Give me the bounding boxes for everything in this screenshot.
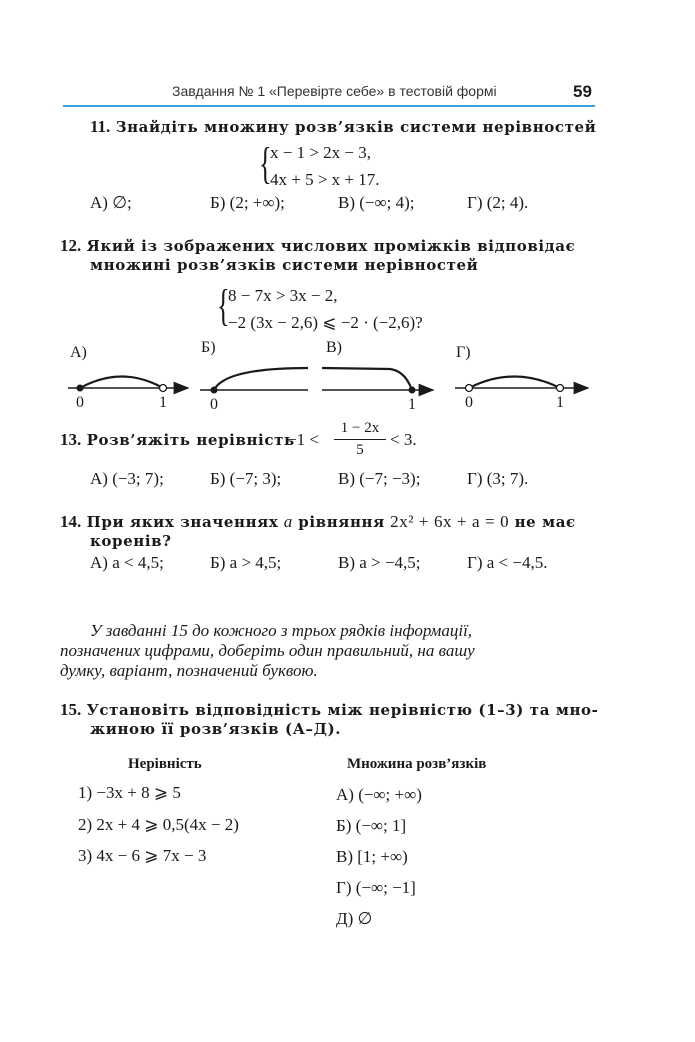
option-g: Г) a < −4,5. xyxy=(467,553,548,572)
system-brace: { xyxy=(259,139,272,188)
tick-a-1: 1 xyxy=(159,394,167,411)
number-line-diagrams xyxy=(0,335,695,415)
system-brace: { xyxy=(217,281,230,330)
interval-ray-b xyxy=(214,368,308,390)
option-g: Г) (2; 4). xyxy=(467,193,529,212)
inequality-3: 3) 4x − 6 ⩾ 7x − 3 xyxy=(78,846,207,865)
tick-b-0: 0 xyxy=(210,396,218,413)
question-14-line2 xyxy=(90,532,172,550)
open-point-g0 xyxy=(466,385,473,392)
numerator: 1 − 2x xyxy=(340,420,380,436)
question-number: 13. xyxy=(60,430,82,449)
set-d: Д) ∅ xyxy=(336,909,373,928)
question-text-1: Який із зображених числових проміжків відповідає xyxy=(86,237,576,255)
fraction-bar xyxy=(334,439,386,440)
question-text: Розв’яжіть нерівність xyxy=(86,431,295,449)
question-11 xyxy=(90,117,596,137)
option-b: Б) (2; +∞); xyxy=(210,193,285,212)
question-text-2: жиною її розв’язків (А–Д). xyxy=(90,720,342,738)
question-14 xyxy=(60,512,576,532)
page-number: 59 xyxy=(573,82,592,101)
question-text-1: Установіть відповідність між нерівністю (1–3) та мно- xyxy=(86,701,599,719)
question-text: Знайдіть множину розв’язків системи нерівностей xyxy=(115,118,597,136)
option-v: В) (−7; −3); xyxy=(338,469,421,488)
question-text-a: При яких значеннях xyxy=(86,513,279,531)
open-point-a1 xyxy=(160,385,167,392)
system-line-1: x − 1 > 2x − 3, xyxy=(270,143,372,162)
interval-ray-v xyxy=(322,368,412,390)
running-header: Завдання № 1 «Перевірте себе» в тестовій формі xyxy=(172,83,497,99)
question-15-line2 xyxy=(90,720,341,738)
option-g: Г) (3; 7). xyxy=(467,469,529,488)
tick-a-0: 0 xyxy=(76,394,84,411)
instruction-line-2: позначених цифрами, доберіть один правильний, на вашу xyxy=(60,641,475,660)
question-12-line2 xyxy=(90,256,478,274)
instruction-line-3: думку, варіант, позначений буквою. xyxy=(60,661,318,680)
fraction xyxy=(334,420,386,459)
option-b: Б) (−7; 3); xyxy=(210,469,282,488)
question-number: 15. xyxy=(60,700,82,719)
tick-g-0: 0 xyxy=(465,394,473,411)
system-line-2: 4x + 5 > x + 17. xyxy=(270,170,380,189)
question-text-2: множині розв’язків системи нерівностей xyxy=(90,256,479,274)
column-header-solutions: Множина розв’язків xyxy=(347,756,487,772)
diagram-label-g: Г) xyxy=(456,344,471,361)
question-15 xyxy=(60,700,598,720)
set-g: Г) (−∞; −1] xyxy=(336,878,416,897)
closed-point-a0 xyxy=(77,385,84,392)
question-13 xyxy=(60,430,295,450)
header-rule xyxy=(63,105,595,107)
inequality-left: −1 < xyxy=(287,430,319,449)
closed-point-v1 xyxy=(409,387,416,394)
question-number: 14. xyxy=(60,512,82,531)
tick-g-1: 1 xyxy=(556,394,564,411)
option-v: В) (−∞; 4); xyxy=(338,193,415,212)
open-point-g1 xyxy=(557,385,564,392)
option-b: Б) a > 4,5; xyxy=(210,553,282,572)
inequality-right: < 3. xyxy=(390,430,417,449)
denominator: 5 xyxy=(356,442,364,458)
set-v: В) [1; +∞) xyxy=(336,847,408,866)
set-a: А) (−∞; +∞) xyxy=(336,785,422,804)
variable-a: a xyxy=(283,512,293,531)
question-number: 12. xyxy=(60,236,82,255)
question-12 xyxy=(60,236,575,256)
interval-arc-g xyxy=(469,377,560,389)
system-line-1: 8 − 7x > 3x − 2, xyxy=(228,286,338,305)
option-a: А) (−3; 7); xyxy=(90,469,164,488)
inequality-1: 1) −3x + 8 ⩾ 5 xyxy=(78,783,181,802)
option-v: В) a > −4,5; xyxy=(338,553,421,572)
question-text-b: рівняння xyxy=(298,513,385,531)
question-text-2: коренів? xyxy=(90,532,172,550)
option-a: А) a < 4,5; xyxy=(90,553,164,572)
option-a: А) ∅; xyxy=(90,193,132,212)
instruction-line-1: У завданні 15 до кожного з трьох рядків інформації, xyxy=(90,621,473,640)
closed-point-b0 xyxy=(211,387,218,394)
tick-v-1: 1 xyxy=(408,396,416,413)
equation: 2x² + 6x + a = 0 xyxy=(390,512,510,531)
question-text-c: не має xyxy=(514,513,576,531)
set-b: Б) (−∞; 1] xyxy=(336,816,407,835)
inequality-2: 2) 2x + 4 ⩾ 0,5(4x − 2) xyxy=(78,815,239,834)
column-header-inequality: Нерівність xyxy=(128,756,202,772)
interval-arc-a xyxy=(80,377,163,389)
system-line-2: −2 (3x − 2,6) ⩽ −2 · (−2,6)? xyxy=(228,313,423,332)
diagram-label-v: В) xyxy=(326,339,342,356)
question-number: 11. xyxy=(90,117,111,136)
diagram-label-b: Б) xyxy=(201,339,216,356)
diagram-label-a: А) xyxy=(70,344,87,361)
